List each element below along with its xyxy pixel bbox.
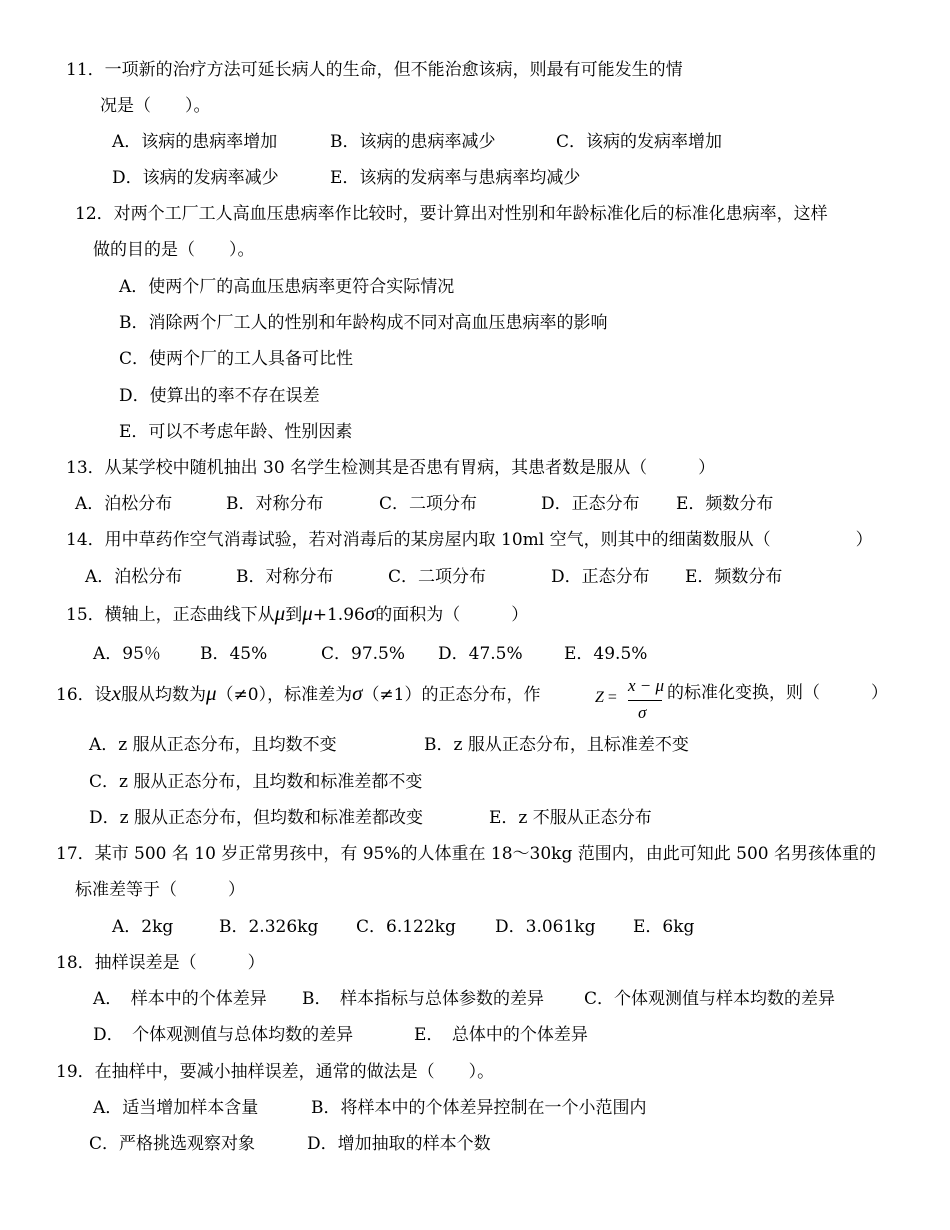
q16-part2: （≠0），标准差为 — [216, 685, 353, 705]
question-18-stem: 18．抽样误差是（ ） — [56, 953, 265, 973]
q15-option-c: C．97.5% — [321, 644, 406, 664]
q16-suffix: 的标准化变换，则（ ） — [667, 683, 888, 703]
q19-option-b: B．将样本中的个体差异控制在一个小范围内 — [311, 1098, 647, 1118]
q15-option-d: D．47.5% — [438, 644, 523, 664]
fraction-denominator: σ — [638, 703, 647, 722]
q12-option-c: C．使两个厂的工人具备可比性 — [119, 349, 354, 369]
q17-option-a: A．2kg — [112, 917, 174, 937]
q12-option-a: A．使两个厂的高血压患病率更符合实际情况 — [119, 277, 455, 297]
z-fraction — [628, 676, 664, 726]
q19-option-a: A．适当增加样本含量 — [93, 1098, 259, 1118]
q11-option-c: C．该病的发病率增加 — [556, 132, 723, 152]
q18-option-b: B． 样本指标与总体参数的差异 — [302, 989, 544, 1009]
q16-prefix: 16．设 — [56, 685, 112, 705]
q18-option-d: D． 个体观测值与总体均数的差异 — [93, 1025, 354, 1045]
q14-option-a: A．泊松分布 — [85, 567, 183, 587]
z-formula-lhs — [595, 687, 617, 709]
q17-option-b: B．2.326kg — [219, 917, 319, 937]
question-17-stem-cont: 标准差等于（ ） — [75, 880, 245, 900]
equals-sign: = — [603, 689, 617, 706]
q15-to: 到 — [285, 605, 303, 625]
q15-prefix: 15．横轴上，正态曲线下从 — [66, 605, 275, 625]
q14-option-b: B．对称分布 — [236, 567, 334, 587]
q11-option-e: E．该病的发病率与患病率均减少 — [330, 168, 581, 188]
question-11-stem-cont: 况是（ ）。 — [100, 96, 211, 116]
q19-option-d: D．增加抽取的样本个数 — [307, 1134, 491, 1154]
question-15-stem — [66, 602, 528, 626]
q18-option-c: C．个体观测值与样本均数的差异 — [584, 989, 836, 1009]
fraction-bar — [628, 700, 662, 701]
z-variable: Z — [595, 689, 604, 706]
q13-option-e: E．频数分布 — [676, 494, 774, 514]
question-19-stem: 19．在抽样中，要减小抽样误差，通常的做法是（ ）。 — [56, 1062, 495, 1082]
q13-option-a: A．泊松分布 — [75, 494, 173, 514]
q15-option-e: E．49.5% — [564, 644, 648, 664]
mu-symbol: μ — [274, 601, 286, 625]
q11-option-a: A．该病的患病率增加 — [112, 132, 278, 152]
fraction-numerator: x − μ — [628, 676, 665, 695]
q14-option-e: E．频数分布 — [685, 567, 783, 587]
question-16-stem — [56, 682, 541, 706]
q18-option-a: A． 样本中的个体差异 — [93, 989, 267, 1009]
q16-part1: 服从均数为 — [120, 685, 206, 705]
q16-part3: （≠1）的正态分布，作 — [362, 685, 541, 705]
sigma-symbol: σ — [364, 601, 376, 625]
q15-option-b: B．45% — [200, 644, 268, 664]
question-14-stem: 14．用中草药作空气消毒试验，若对消毒后的某房屋内取 10ml 空气，则其中的细菌数服从（ ） — [66, 530, 873, 550]
x-variable: x — [111, 681, 121, 705]
q15-suffix: 的面积为（ ） — [375, 605, 529, 625]
q16-option-a: A．z 服从正态分布，且均数不变 — [89, 735, 337, 755]
question-13-stem: 13．从某学校中随机抽出 30 名学生检测其是否患有胃病，其患者数是服从（ ） — [66, 458, 716, 478]
q12-option-e: E．可以不考虑年龄、性别因素 — [119, 422, 353, 442]
q16-option-b: B．z 服从正态分布，且标准差不变 — [424, 735, 689, 755]
question-17-stem: 17．某市 500 名 10 岁正常男孩中，有 95%的人体重在 18～30kg 范围内，由此可知此 500 名男孩体重的 — [56, 844, 877, 864]
q14-option-c: C．二项分布 — [388, 567, 487, 587]
q16-option-c: C．z 服从正态分布，且均数和标准差都不变 — [89, 772, 423, 792]
q11-option-b: B．该病的患病率减少 — [330, 132, 496, 152]
q12-option-d: D．使算出的率不存在误差 — [119, 386, 320, 406]
q19-option-c: C．严格挑选观察对象 — [89, 1134, 256, 1154]
q17-option-d: D．3.061kg — [495, 917, 596, 937]
q13-option-b: B．对称分布 — [226, 494, 324, 514]
q11-option-d: D．该病的发病率减少 — [112, 168, 279, 188]
q16-option-e: E．z 不服从正态分布 — [489, 808, 652, 828]
sigma-symbol: σ — [352, 681, 363, 705]
question-12-stem-cont: 做的目的是（ ）。 — [93, 240, 255, 260]
q14-option-d: D．正态分布 — [551, 567, 650, 587]
q12-option-b: B．消除两个厂工人的性别和年龄构成不同对高血压患病率的影响 — [119, 313, 608, 333]
q18-option-e: E． 总体中的个体差异 — [414, 1025, 588, 1045]
q13-option-c: C．二项分布 — [379, 494, 478, 514]
q15-option-a: A．95％ — [93, 644, 161, 664]
mu-symbol: μ — [302, 601, 313, 625]
mu-symbol: μ — [205, 681, 217, 705]
q15-mid: +1.96 — [312, 605, 365, 625]
question-12-stem: 12．对两个工厂工人高血压患病率作比较时，要计算出对性别和年龄标准化后的标准化患病率，这样 — [75, 204, 828, 224]
q13-option-d: D．正态分布 — [541, 494, 640, 514]
q16-option-d: D．z 服从正态分布，但均数和标准差都改变 — [89, 808, 423, 828]
question-11-stem: 11．一项新的治疗方法可延长病人的生命，但不能治愈该病，则最有可能发生的情 — [66, 60, 683, 80]
q17-option-c: C．6.122kg — [356, 917, 456, 937]
q17-option-e: E．6kg — [633, 917, 695, 937]
